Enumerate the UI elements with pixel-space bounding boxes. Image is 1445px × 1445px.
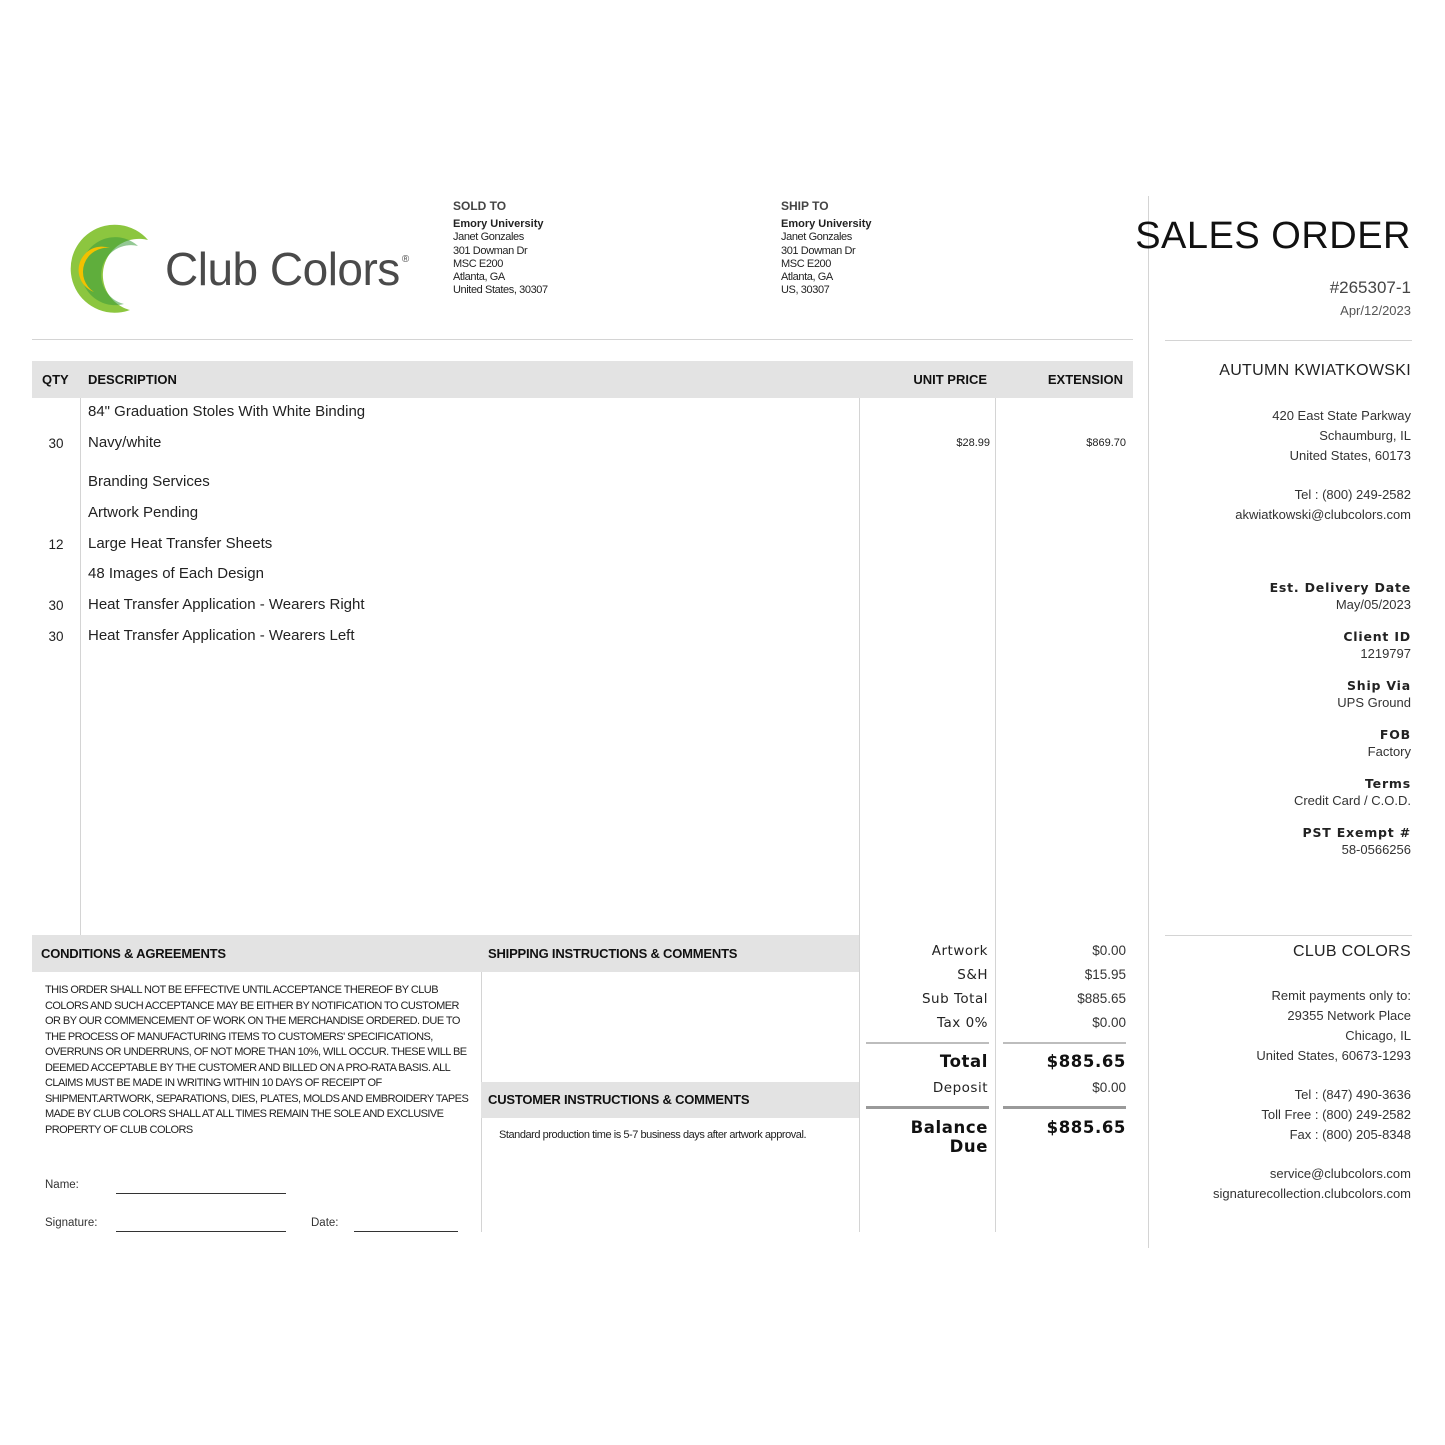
rep-name: AUTUMN KWIATKOWSKI: [1219, 362, 1411, 379]
sold-to-line: Janet Gonzales: [453, 231, 524, 244]
row-description: Heat Transfer Application - Wearers Left: [88, 627, 355, 644]
conditions-heading: CONDITIONS & AGREEMENTS: [41, 946, 226, 961]
detail-client-id: [1270, 629, 1411, 678]
sh-value: $15.95: [1084, 967, 1126, 982]
sold-to-line: Atlanta, GA: [453, 271, 505, 284]
name-field[interactable]: [116, 1193, 286, 1194]
tax-label: Tax 0%: [937, 1015, 988, 1031]
artwork-label: Artwork: [931, 943, 988, 959]
detail-value: 58-0566256: [1341, 842, 1411, 857]
detail-value: Factory: [1367, 744, 1411, 759]
club-colors-logo: [60, 218, 409, 318]
detail-value: 1219797: [1360, 646, 1411, 661]
table-row: [32, 596, 1133, 618]
detail-pst-exempt: [1270, 825, 1411, 874]
row-qty: 30: [48, 598, 64, 613]
row-description: Heat Transfer Application - Wearers Right: [88, 596, 365, 613]
deposit-value: $0.00: [1092, 1080, 1126, 1095]
sales-order-title: SALES ORDER: [1135, 215, 1411, 257]
customer-instructions-header: [481, 1082, 859, 1118]
balance-rule-right: [1003, 1106, 1126, 1109]
date-field[interactable]: [354, 1231, 458, 1232]
detail-label: PST Exempt #: [1302, 825, 1411, 840]
row-qty: 30: [48, 436, 64, 451]
row-description: 84" Graduation Stoles With White Binding: [88, 403, 366, 420]
balance-due-label: Balance Due: [910, 1118, 988, 1156]
signature-label: Signature:: [45, 1217, 98, 1229]
col-qty: QTY: [42, 372, 69, 387]
ship-to-line: MSC E200: [781, 257, 831, 270]
col-extension: EXTENSION: [1047, 372, 1123, 387]
row-description: Navy/white: [88, 434, 162, 451]
rep-address-line: United States, 60173: [1289, 448, 1411, 463]
order-number-block: [1330, 278, 1411, 321]
company-website[interactable]: signaturecollection.clubcolors.com: [1213, 1186, 1411, 1201]
tax-value: $0.00: [1092, 1015, 1126, 1030]
sold-to-block: [453, 200, 548, 297]
name-label: Name:: [45, 1179, 79, 1191]
row-extension: $869.70: [1086, 437, 1126, 449]
row-description: Branding Services: [88, 473, 210, 490]
deposit-label: Deposit: [932, 1080, 988, 1096]
table-row: [32, 565, 1133, 587]
conditions-text: THIS ORDER SHALL NOT BE EFFECTIVE UNTIL ACCEPTANCE THEREOF BY CLUB COLORS AND SUCH ACCEPTANCE MAY BE EITHER BY NOTIFICATION TO CUSTOMER OR BY OUR COMMENCEMENT OF WORK ON THE MERCHANDISE ORDERED. DUE TO THE PROCESS OF MANUFACTURING ITEMS TO CUSTOMERS' SPECIFICATIONS, OVERRUNS OR UNDERRUNS, OF NOT MORE THAN 10%, WILL OCCUR. THESE WILL BE DEEMED ACCEPTABLE BY THE CUSTOMER AND BILLED ON A PRO-RATA BASIS. ALL CLAIMS MUST BE MADE IN WRITING WITHIN 10 DAYS OF RECEIPT OF SHIPMENT.ARTWORK, SEPARATIONS, DIES, PLATES, MOLDS AND EMBROIDERY TAPES MADE BY CLUB COLORS SHALL AT ALL TIMES REMAIN THE SOLE AND EXCLUSIVE PROPERTY OF CLUB COLORS: [45, 984, 469, 1136]
total-value: $885.65: [1046, 1052, 1126, 1071]
detail-delivery-date: [1270, 580, 1411, 629]
date-label: Date:: [311, 1217, 339, 1229]
balance-rule-left: [866, 1106, 989, 1109]
row-qty: 12: [48, 537, 64, 552]
sold-to-name: Emory University: [453, 218, 544, 231]
rep-tel: Tel : (800) 249-2582: [1294, 487, 1411, 502]
row-description: Large Heat Transfer Sheets: [88, 535, 273, 552]
detail-label: Ship Via: [1346, 678, 1411, 693]
subtotal-value: $885.65: [1077, 991, 1126, 1006]
detail-value: Credit Card / C.O.D.: [1293, 793, 1411, 808]
shipping-instructions-header: [481, 935, 859, 972]
table-row: [32, 627, 1133, 649]
row-unit-price: $28.99: [956, 437, 990, 449]
remit-label: Remit payments only to:: [1271, 988, 1411, 1003]
total-label: Total: [939, 1052, 988, 1071]
detail-ship-via: [1270, 678, 1411, 727]
ship-to-line: Atlanta, GA: [781, 271, 833, 284]
rep-address-line: 420 East State Parkway: [1272, 408, 1411, 423]
detail-label: Terms: [1365, 776, 1411, 791]
company-address-line: Chicago, IL: [1345, 1028, 1411, 1043]
company-email[interactable]: service@clubcolors.com: [1269, 1166, 1411, 1181]
customer-instructions-text: Standard production time is 5-7 business days after artwork approval.: [499, 1129, 807, 1141]
artwork-value: $0.00: [1092, 943, 1126, 958]
sold-to-line: MSC E200: [453, 257, 503, 270]
row-qty: 30: [48, 629, 64, 644]
shipping-instructions-heading: SHIPPING INSTRUCTIONS & COMMENTS: [488, 946, 738, 961]
table-row: [32, 535, 1133, 557]
order-number: #265307-1: [1329, 278, 1411, 297]
ship-to-heading: SHIP TO: [781, 199, 829, 213]
total-rule-left: [866, 1042, 989, 1044]
rep-address-line: Schaumburg, IL: [1319, 428, 1411, 443]
company-tel: Tel : (847) 490-3636: [1294, 1087, 1411, 1102]
detail-label: FOB: [1379, 727, 1411, 742]
rep-email[interactable]: akwiatkowski@clubcolors.com: [1235, 507, 1411, 522]
order-details: [1270, 580, 1411, 874]
order-date: Apr/12/2023: [1340, 303, 1411, 318]
detail-value: May/05/2023: [1335, 597, 1411, 612]
sold-to-line: United States, 30307: [453, 284, 548, 297]
detail-fob: [1270, 727, 1411, 776]
ship-to-block: [781, 200, 871, 297]
company-address-line: United States, 60673-1293: [1256, 1048, 1411, 1063]
company-toll-free: Toll Free : (800) 249-2582: [1261, 1107, 1411, 1122]
order-title: [1135, 216, 1411, 256]
right-panel-rule-2: [1165, 935, 1412, 936]
col-unit-price: UNIT PRICE: [913, 372, 987, 387]
row-description: 48 Images of Each Design: [88, 565, 264, 582]
balance-due-value: $885.65: [1046, 1118, 1126, 1137]
company-fax: Fax : (800) 205-8348: [1289, 1127, 1411, 1142]
right-panel-rule-1: [1165, 340, 1412, 341]
row-description: Artwork Pending: [88, 504, 199, 521]
conditions-header: [32, 935, 481, 972]
total-rule-right: [1003, 1042, 1126, 1044]
detail-label: Client ID: [1343, 629, 1411, 644]
table-row: [32, 473, 1133, 495]
col-description: DESCRIPTION: [88, 372, 177, 387]
table-row: [32, 403, 1133, 425]
line-items-header: [32, 361, 1133, 398]
sold-to-line: 301 Dowman Dr: [453, 244, 528, 257]
header-divider: [32, 339, 1133, 340]
table-row: [32, 434, 1133, 456]
club-colors-c-icon: [60, 218, 160, 318]
ship-to-line: US, 30307: [781, 284, 830, 297]
logo-wordmark: Club Colors ®: [165, 243, 409, 295]
detail-label: Est. Delivery Date: [1269, 580, 1411, 595]
company-block: [1213, 942, 1411, 1204]
detail-terms: [1270, 776, 1411, 825]
rep-block: [1219, 361, 1411, 525]
ship-to-line: Janet Gonzales: [781, 231, 852, 244]
right-panel-divider: [1148, 196, 1149, 1248]
signature-field[interactable]: [116, 1231, 286, 1232]
table-row: [32, 504, 1133, 526]
company-address-line: 29355 Network Place: [1287, 1008, 1411, 1023]
ship-to-name: Emory University: [781, 218, 872, 231]
subtotal-label: Sub Total: [921, 991, 988, 1007]
sold-to-heading: SOLD TO: [453, 199, 507, 213]
ship-to-line: 301 Dowman Dr: [781, 244, 856, 257]
customer-instructions-heading: CUSTOMER INSTRUCTIONS & COMMENTS: [488, 1092, 750, 1107]
detail-value: UPS Ground: [1337, 695, 1411, 710]
sh-label: S&H: [957, 967, 988, 983]
company-name: CLUB COLORS: [1293, 943, 1411, 960]
